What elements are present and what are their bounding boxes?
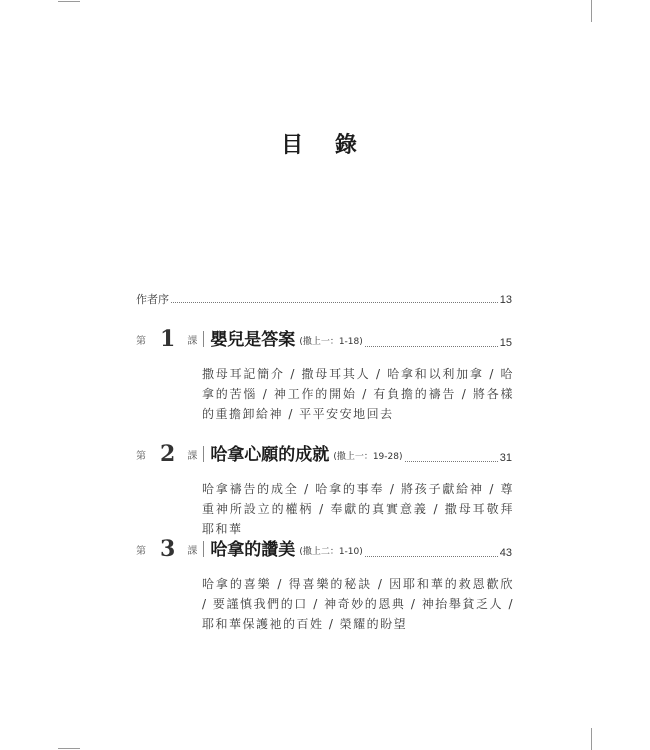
crop-mark-bottom-right: [591, 728, 592, 750]
dot-leader: [171, 302, 498, 303]
chapter-number: 2: [160, 441, 176, 467]
chapter-prefix: 第: [136, 451, 146, 462]
scripture-reference: (撒上一：1-18): [299, 337, 363, 347]
chapter-prefix: 第: [136, 336, 146, 347]
dot-leader: [365, 556, 498, 557]
dot-leader: [365, 346, 498, 347]
chapter-summary: 撒母耳記簡介 / 撒母耳其人 / 哈拿和以利加拿 / 哈拿的苦惱 / 神工作的開始 / 有負擔的禱告 / 將各樣的重擔卸給神 / 平平安安地回去: [202, 367, 514, 421]
chapter-title: 哈拿心願的成就: [210, 445, 330, 465]
chapter-summary: 哈拿的喜樂 / 得喜樂的秘訣 / 因耶和華的救恩歡欣 / 要謹慎我們的口 / 神奇妙的恩典 / 神抬舉貧乏人 / 耶和華保護祂的百姓 / 榮耀的盼望: [202, 577, 514, 631]
chapter-number: 3: [160, 536, 176, 562]
chapter-number: 1: [160, 326, 176, 352]
page-number: 15: [499, 337, 512, 349]
page-number: 13: [499, 294, 512, 306]
dot-leader: [405, 461, 498, 462]
preface-label: 作者序: [136, 293, 169, 306]
toc-entry-chapter-3[interactable]: [136, 538, 512, 634]
chapter-title: 嬰兒是答案: [210, 330, 296, 350]
divider-bar: [203, 331, 204, 347]
crop-mark-top-right: [591, 0, 592, 22]
toc-entry-chapter-1[interactable]: [136, 328, 512, 424]
chapter-suffix: 課: [187, 546, 198, 557]
scripture-reference: (撒上一：19-28): [333, 452, 403, 462]
divider-bar: [203, 446, 204, 462]
chapter-suffix: 課: [187, 451, 198, 462]
divider-bar: [203, 541, 204, 557]
scripture-reference: (撒上二：1-10): [299, 547, 363, 557]
page-number: 43: [499, 547, 512, 559]
crop-mark-bottom-left: [58, 748, 80, 749]
crop-mark-top-left: [58, 1, 80, 2]
toc-entry-preface[interactable]: [136, 291, 512, 307]
page-number: 31: [499, 452, 512, 464]
page-title: 目 錄: [281, 133, 369, 158]
chapter-summary: 哈拿禱告的成全 / 哈拿的事奉 / 將孩子獻給神 / 尊重神所設立的權柄 / 奉獻的真實意義 / 撒母耳敬拜耶和華: [202, 482, 514, 536]
chapter-title: 哈拿的讚美: [210, 540, 296, 560]
chapter-prefix: 第: [136, 546, 146, 557]
toc-entry-chapter-2[interactable]: [136, 443, 512, 539]
chapter-suffix: 課: [187, 336, 198, 347]
